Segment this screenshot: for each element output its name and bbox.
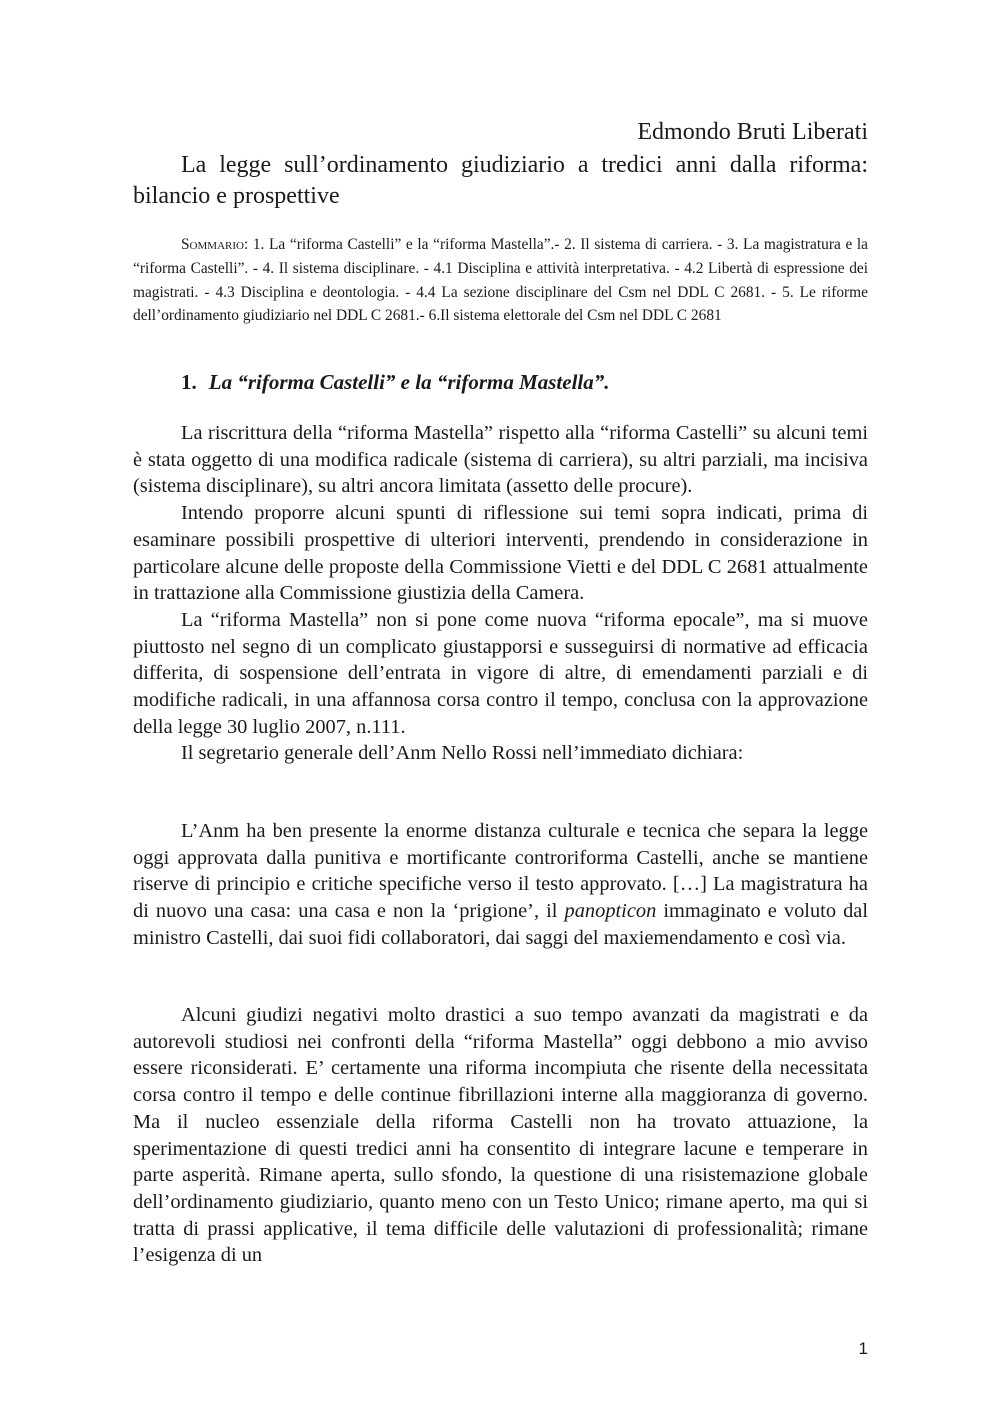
summary-block xyxy=(133,233,868,328)
quote-text-start: L’Anm ha ben presente la enorme distanza culturale e tecnica che separa la legge oggi approvata dalla punitiva e mortificante controriforma Castelli, anche se mantiene riserve di principio e critiche specifiche verso il testo approvato. […] La magistratura ha di nuovo una casa: una casa e non la ‘prigione’, il xyxy=(133,820,868,923)
quote-text-end: immaginato e voluto dal ministro Castelli, dai suoi fidi collaboratori, dai saggi del maxiemendamento e così via. xyxy=(133,900,868,949)
paragraph: Intendo proporre alcuni spunti di riflessione sui temi sopra indicati, prima di esaminare possibili prospettive di ulteriori interventi, prendendo in considerazione in particolare alcune delle proposte della Commissione Vietti e del DDL C 2681 attualmente in trattazione alla Commissione giustizia della Camera. xyxy=(133,502,868,605)
page-number: 1 xyxy=(858,1339,868,1358)
quote-italic-term: panopticon xyxy=(564,900,657,923)
section-number: 1. xyxy=(181,370,197,394)
paragraph: Alcuni giudizi negativi molto drastici a suo tempo avanzati da magistrati e da autorevoli studiosi nei confronti della “riforma Mastella” oggi debbono a mio avviso essere riconsiderati. E’ certamente una riforma incompiuta che risente della necessitata corsa contro il tempo e delle continue fibrillazioni interne alla maggioranza di governo. Ma il nucleo essenziale della riforma Castelli non ha trovato attuazione, la sperimentazione di questi tredici anni ha consentito di integrare lacune e temperare in parte asperità. Rimane aperta, sullo sfondo, la questione di una risistemazione globale dell’ordinamento giudiziario, quanto meno con un Testo Unico; rimane aperto, ma qui si tratta di prassi applicative, il tema difficile delle valutazioni di professionalità; rimane l’esigenza di un xyxy=(133,1004,868,1267)
document-title: La legge sull’ordinamento giudiziario a tredici anni dalla riforma: bilancio e prospettive xyxy=(133,152,868,209)
paragraph: La “riforma Mastella” non si pone come nuova “riforma epocale”, ma si muove piuttosto nel segno di un complicato giustapporsi e susseguirsi di normative ad efficacia differita, di sospensione dell’entrata in vigore di altre, di emendamenti parziali e di modifiche radicali, in una affannosa corsa contro il tempo, conclusa con la approvazione della legge 30 luglio 2007, n.111. xyxy=(133,608,868,738)
body-text-continued xyxy=(133,1002,868,1269)
summary-label: Sommario xyxy=(181,236,244,253)
body-text xyxy=(133,420,868,767)
block-quote xyxy=(133,818,868,952)
summary-text: : 1. La “riforma Castelli” e la “riforma Mastella”.- 2. Il sistema di carriera. - 3. La magistratura e la “riforma Castelli”. - 4. Il sistema disciplinare. - 4.1 Disciplina e attività interpretativa. - 4.2 Libertà di espressione dei magistrati. - 4.3 Disciplina e deontologia. - 4.4 La sezione disciplinare del Csm nel DDL C 2681. - 5. Le riforme dell’ordinamento giudiziario nel DDL C 2681.- 6.Il sistema elettorale del Csm nel DDL C 2681 xyxy=(133,236,868,325)
author-name: Edmondo Bruti Liberati xyxy=(637,119,868,145)
section-title: La “riforma Castelli” e la “riforma Mastella”. xyxy=(208,370,610,394)
paragraph: La riscrittura della “riforma Mastella” rispetto alla “riforma Castelli” su alcuni temi è stata oggetto di una modifica radicale (sistema di carriera), su altri parziali, ma incisiva (sistema disciplinare), su altri ancora limitata (assetto delle procure). xyxy=(133,422,868,498)
paragraph: Il segretario generale dell’Anm Nello Rossi nell’immediato dichiara: xyxy=(181,742,744,765)
quote-paragraph xyxy=(133,818,868,952)
section-heading xyxy=(181,368,868,396)
